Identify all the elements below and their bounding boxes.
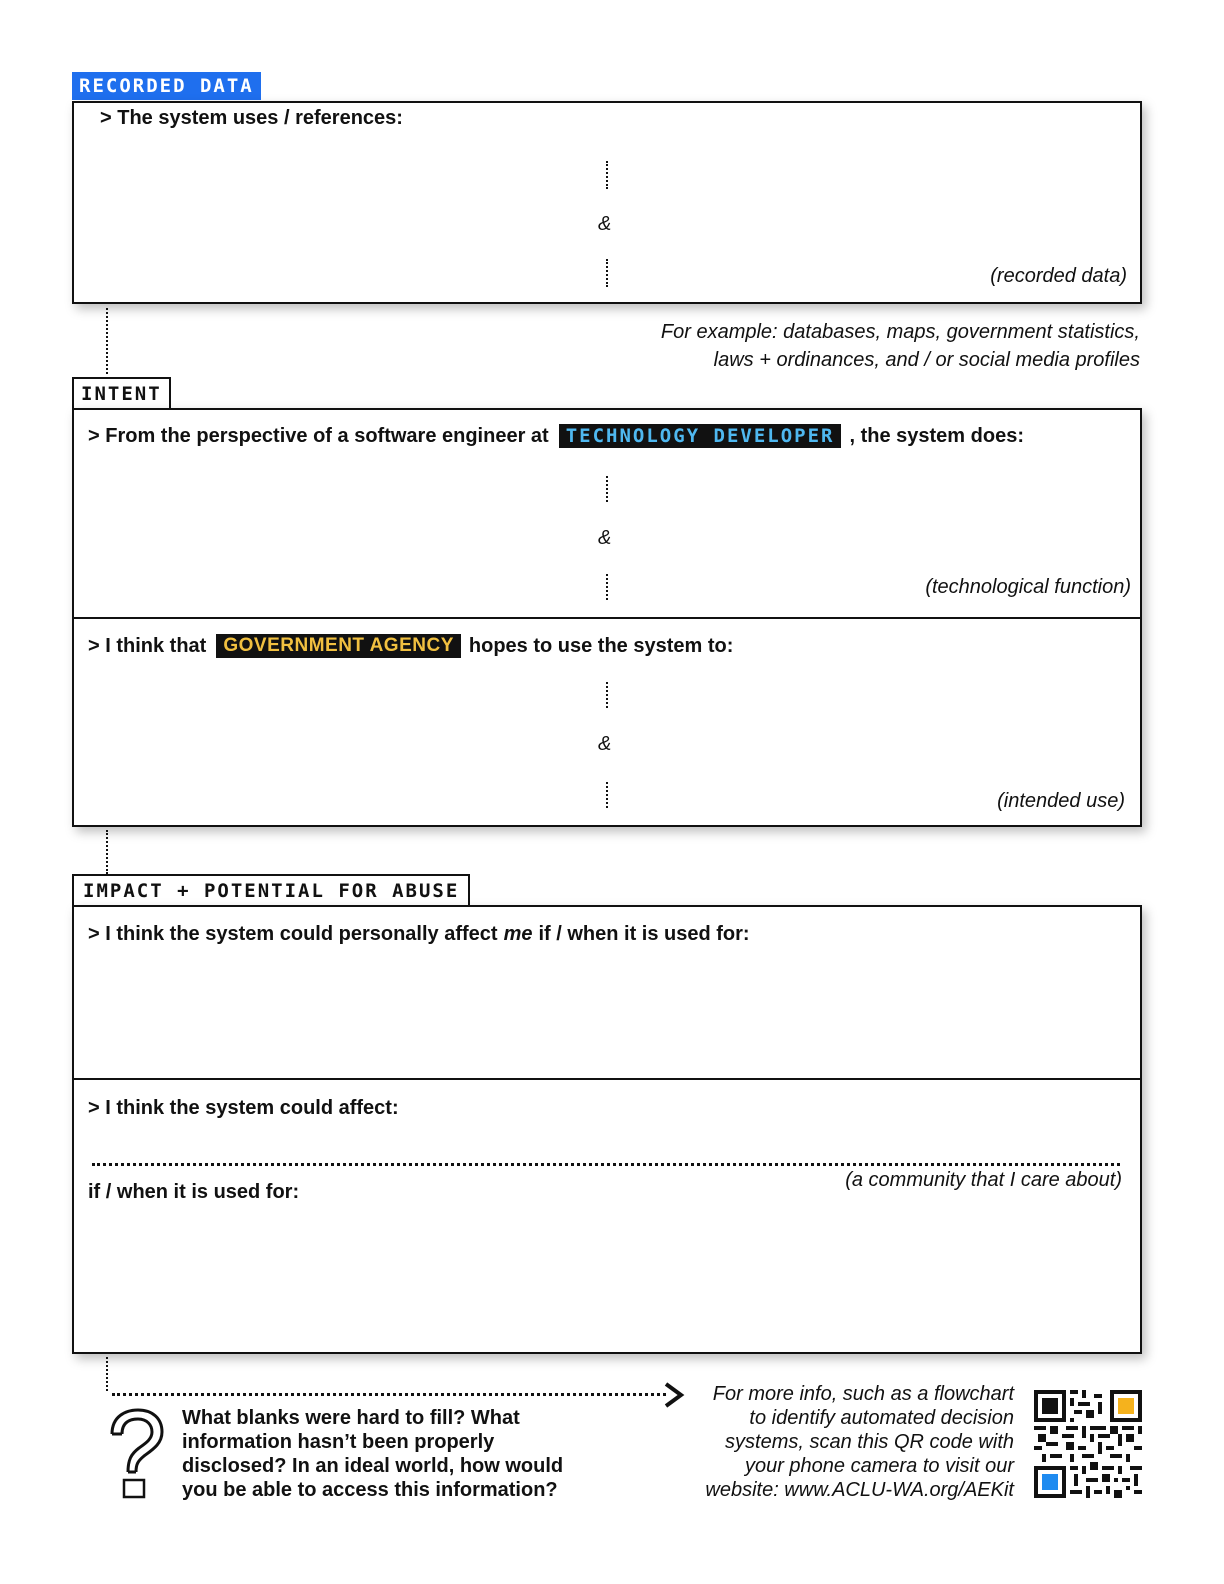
recorded-data-box[interactable] — [72, 101, 1142, 304]
impact-question-2-followup: if / when it is used for: — [88, 1181, 300, 1203]
reflection-question: What blanks were hard to fill? What information hasn’t been properly disclosed? In an ideal world, how would you be able to access this information? — [182, 1407, 564, 1501]
info-line-3: systems, scan this QR code with — [725, 1431, 1014, 1453]
info-line-2: to identify automated decision — [749, 1407, 1014, 1429]
info-line-1: For more info, such as a flowchart — [712, 1383, 1014, 1405]
question-mark-icon — [104, 1408, 168, 1500]
impact-question-2: > I think the system could affect: — [88, 1097, 399, 1119]
dotted-separator — [606, 574, 608, 600]
recorded-data-tag: RECORDED DATA — [72, 72, 261, 100]
intent-q2-suffix: hopes to use the system to: — [468, 634, 734, 657]
ampersand: & — [598, 213, 612, 235]
dotted-separator — [606, 682, 608, 708]
recorded-data-prompt: > The system uses / references: — [100, 107, 403, 129]
intent-question-1 — [88, 424, 1024, 448]
impact-question-1 — [88, 923, 750, 946]
arrow-right-icon — [662, 1382, 686, 1408]
intent-box — [72, 408, 1142, 827]
dotted-separator — [606, 476, 608, 502]
community-caption: (a community that I care about) — [845, 1169, 1122, 1191]
more-info-text — [705, 1382, 1014, 1502]
impact-box — [72, 905, 1142, 1354]
impact-q1-prefix: > I think the system could personally affect — [88, 923, 498, 945]
connector-dots — [106, 1357, 108, 1391]
footer-dotted-arrow-line — [112, 1393, 666, 1396]
info-line-4: your phone camera to visit our — [744, 1455, 1014, 1477]
intent-question-2 — [88, 634, 733, 658]
technological-function-caption: (technological function) — [925, 576, 1131, 598]
community-fill-line[interactable] — [92, 1163, 1120, 1166]
intent-q1-prefix: > From the perspective of a software engineer at — [88, 424, 549, 447]
example-line-1: For example: databases, maps, government statistics, — [660, 321, 1140, 343]
intent-q1-suffix: , the system does: — [849, 424, 1024, 447]
impact-divider — [74, 1078, 1140, 1080]
impact-q1-emphasis: me — [503, 923, 533, 945]
info-line-5: website: www.ACLU-WA.org/AEKit — [705, 1479, 1014, 1501]
intent-tag: INTENT — [72, 377, 171, 409]
connector-dots — [106, 308, 108, 374]
recorded-data-caption: (recorded data) — [990, 265, 1127, 287]
recorded-data-example — [661, 318, 1140, 374]
technology-developer-highlight: TECHNOLOGY DEVELOPER — [559, 424, 842, 448]
qr-code-icon[interactable] — [1034, 1390, 1142, 1498]
dotted-separator — [606, 161, 608, 189]
ampersand: & — [598, 733, 612, 755]
connector-dots — [106, 830, 108, 874]
government-agency-highlight: GOVERNMENT AGENCY — [216, 634, 461, 658]
intended-use-caption: (intended use) — [997, 790, 1125, 812]
impact-q1-suffix: if / when it is used for: — [538, 923, 750, 945]
intent-divider — [74, 617, 1140, 619]
impact-tag: IMPACT + POTENTIAL FOR ABUSE — [72, 874, 470, 906]
dotted-separator — [606, 259, 608, 287]
dotted-separator — [606, 782, 608, 808]
ampersand: & — [598, 527, 612, 549]
example-line-2: laws + ordinances, and / or social media profiles — [713, 349, 1140, 371]
intent-q2-prefix: > I think that — [88, 634, 207, 657]
